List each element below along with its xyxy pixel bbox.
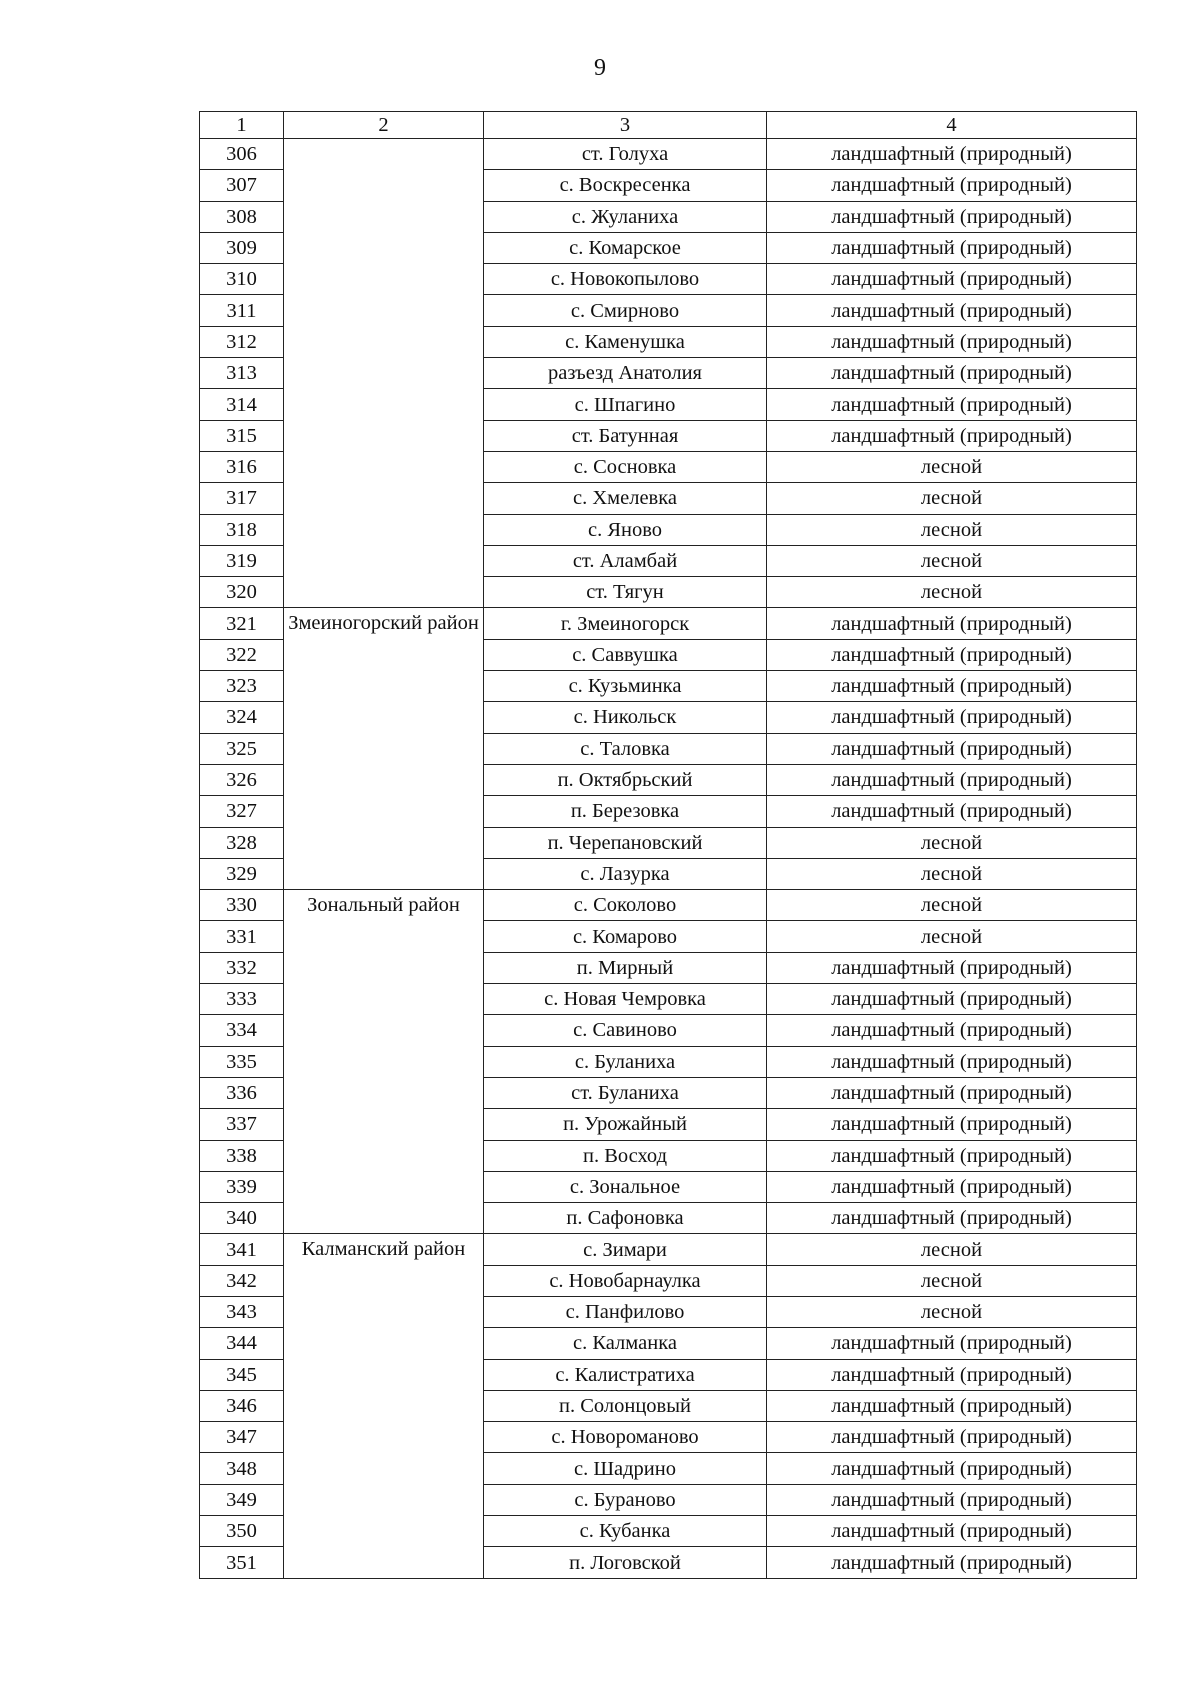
settlement-cell: п. Черепановский — [484, 827, 767, 858]
row-number-cell: 335 — [200, 1046, 284, 1077]
type-cell: ландшафтный (природный) — [767, 733, 1137, 764]
settlement-cell: ст. Батунная — [484, 420, 767, 451]
row-number-cell: 331 — [200, 921, 284, 952]
settlement-cell: ст. Буланиха — [484, 1077, 767, 1108]
row-number-cell: 339 — [200, 1171, 284, 1202]
settlement-cell: п. Октябрьский — [484, 764, 767, 795]
type-cell: ландшафтный (природный) — [767, 264, 1137, 295]
settlement-cell: с. Саввушка — [484, 639, 767, 670]
settlement-cell: с. Зональное — [484, 1171, 767, 1202]
row-number-cell: 346 — [200, 1390, 284, 1421]
type-cell: ландшафтный (природный) — [767, 1328, 1137, 1359]
row-number-cell: 333 — [200, 984, 284, 1015]
settlement-cell: п. Мирный — [484, 952, 767, 983]
type-cell: ландшафтный (природный) — [767, 1077, 1137, 1108]
settlement-cell: ст. Аламбай — [484, 545, 767, 576]
type-cell: лесной — [767, 827, 1137, 858]
type-cell: ландшафтный (природный) — [767, 1547, 1137, 1578]
type-cell: ландшафтный (природный) — [767, 1140, 1137, 1171]
settlement-cell: п. Урожайный — [484, 1109, 767, 1140]
type-cell: ландшафтный (природный) — [767, 702, 1137, 733]
settlement-cell: с. Кузьминка — [484, 671, 767, 702]
table-row — [200, 1234, 1137, 1265]
settlement-cell: с. Яново — [484, 514, 767, 545]
row-number-cell: 349 — [200, 1484, 284, 1515]
row-number-cell: 328 — [200, 827, 284, 858]
row-number-cell: 323 — [200, 671, 284, 702]
row-number-cell: 330 — [200, 890, 284, 921]
row-number-cell: 340 — [200, 1203, 284, 1234]
table-body — [200, 139, 1137, 1579]
type-cell: лесной — [767, 1265, 1137, 1296]
row-number-cell: 319 — [200, 545, 284, 576]
type-cell: лесной — [767, 577, 1137, 608]
type-cell: лесной — [767, 514, 1137, 545]
settlement-cell: п. Восход — [484, 1140, 767, 1171]
header-col-3: 3 — [484, 112, 767, 139]
district-cell: Зональный район — [284, 890, 484, 1234]
row-number-cell: 321 — [200, 608, 284, 639]
type-cell: ландшафтный (природный) — [767, 358, 1137, 389]
row-number-cell: 320 — [200, 577, 284, 608]
type-cell: ландшафтный (природный) — [767, 232, 1137, 263]
type-cell: ландшафтный (природный) — [767, 1046, 1137, 1077]
settlement-cell: с. Комарово — [484, 921, 767, 952]
row-number-cell: 345 — [200, 1359, 284, 1390]
type-cell: ландшафтный (природный) — [767, 420, 1137, 451]
type-cell: ландшафтный (природный) — [767, 295, 1137, 326]
row-number-cell: 314 — [200, 389, 284, 420]
header-col-2: 2 — [284, 112, 484, 139]
row-number-cell: 348 — [200, 1453, 284, 1484]
settlement-cell: г. Змеиногорск — [484, 608, 767, 639]
settlement-cell: с. Хмелевка — [484, 483, 767, 514]
type-cell: лесной — [767, 483, 1137, 514]
table-row — [200, 139, 1137, 170]
settlement-cell: с. Кубанка — [484, 1516, 767, 1547]
row-number-cell: 341 — [200, 1234, 284, 1265]
type-cell: лесной — [767, 451, 1137, 482]
row-number-cell: 317 — [200, 483, 284, 514]
header-col-1: 1 — [200, 112, 284, 139]
header-col-4: 4 — [767, 112, 1137, 139]
settlement-cell: п. Сафоновка — [484, 1203, 767, 1234]
settlement-cell: с. Никольск — [484, 702, 767, 733]
settlement-cell: с. Шпагино — [484, 389, 767, 420]
type-cell: лесной — [767, 1234, 1137, 1265]
table-header — [200, 112, 1137, 139]
type-cell: ландшафтный (природный) — [767, 639, 1137, 670]
settlement-cell: с. Новороманово — [484, 1422, 767, 1453]
row-number-cell: 325 — [200, 733, 284, 764]
type-cell: ландшафтный (природный) — [767, 1015, 1137, 1046]
row-number-cell: 316 — [200, 451, 284, 482]
district-cell: Калманский район — [284, 1234, 484, 1578]
settlement-cell: с. Каменушка — [484, 326, 767, 357]
settlement-cell: с. Новая Чемровка — [484, 984, 767, 1015]
type-cell: ландшафтный (природный) — [767, 952, 1137, 983]
row-number-cell: 338 — [200, 1140, 284, 1171]
row-number-cell: 309 — [200, 232, 284, 263]
row-number-cell: 347 — [200, 1422, 284, 1453]
settlement-cell: с. Панфилово — [484, 1296, 767, 1327]
type-cell: лесной — [767, 858, 1137, 889]
row-number-cell: 318 — [200, 514, 284, 545]
table-row — [200, 890, 1137, 921]
settlement-cell: с. Воскресенка — [484, 170, 767, 201]
type-cell: ландшафтный (природный) — [767, 389, 1137, 420]
row-number-cell: 344 — [200, 1328, 284, 1359]
settlement-cell: с. Шадрино — [484, 1453, 767, 1484]
settlement-cell: ст. Голуха — [484, 139, 767, 170]
row-number-cell: 337 — [200, 1109, 284, 1140]
type-cell: ландшафтный (природный) — [767, 671, 1137, 702]
settlement-cell: с. Жуланиха — [484, 201, 767, 232]
settlement-cell: с. Смирново — [484, 295, 767, 326]
type-cell: ландшафтный (природный) — [767, 170, 1137, 201]
row-number-cell: 332 — [200, 952, 284, 983]
settlement-cell: с. Комарское — [484, 232, 767, 263]
row-number-cell: 351 — [200, 1547, 284, 1578]
settlement-cell: п. Логовской — [484, 1547, 767, 1578]
settlement-cell: с. Соколово — [484, 890, 767, 921]
row-number-cell: 336 — [200, 1077, 284, 1108]
row-number-cell: 326 — [200, 764, 284, 795]
row-number-cell: 308 — [200, 201, 284, 232]
type-cell: ландшафтный (природный) — [767, 139, 1137, 170]
type-cell: ландшафтный (природный) — [767, 1453, 1137, 1484]
row-number-cell: 310 — [200, 264, 284, 295]
district-cell — [284, 139, 484, 608]
type-cell: лесной — [767, 1296, 1137, 1327]
type-cell: ландшафтный (природный) — [767, 1516, 1137, 1547]
settlement-cell: с. Таловка — [484, 733, 767, 764]
type-cell: ландшафтный (природный) — [767, 796, 1137, 827]
row-number-cell: 312 — [200, 326, 284, 357]
settlement-cell: с. Калистратиха — [484, 1359, 767, 1390]
row-number-cell: 350 — [200, 1516, 284, 1547]
type-cell: ландшафтный (природный) — [767, 1390, 1137, 1421]
settlement-cell: с. Сосновка — [484, 451, 767, 482]
row-number-cell: 322 — [200, 639, 284, 670]
settlement-cell: п. Березовка — [484, 796, 767, 827]
settlement-cell: с. Калманка — [484, 1328, 767, 1359]
settlement-cell: с. Зимари — [484, 1234, 767, 1265]
row-number-cell: 315 — [200, 420, 284, 451]
header-row — [200, 112, 1137, 139]
row-number-cell: 313 — [200, 358, 284, 389]
type-cell: ландшафтный (природный) — [767, 1422, 1137, 1453]
type-cell: ландшафтный (природный) — [767, 1109, 1137, 1140]
settlement-cell: с. Савиново — [484, 1015, 767, 1046]
type-cell: лесной — [767, 921, 1137, 952]
district-cell: Змеиногорский район — [284, 608, 484, 890]
settlement-cell: с. Новокопылово — [484, 264, 767, 295]
settlement-cell: ст. Тягун — [484, 577, 767, 608]
settlement-cell: с. Новобарнаулка — [484, 1265, 767, 1296]
type-cell: лесной — [767, 890, 1137, 921]
type-cell: ландшафтный (природный) — [767, 1484, 1137, 1515]
row-number-cell: 327 — [200, 796, 284, 827]
row-number-cell: 324 — [200, 702, 284, 733]
type-cell: ландшафтный (природный) — [767, 201, 1137, 232]
type-cell: ландшафтный (природный) — [767, 764, 1137, 795]
row-number-cell: 307 — [200, 170, 284, 201]
type-cell: лесной — [767, 545, 1137, 576]
settlements-table — [199, 111, 1137, 1579]
page-number: 9 — [594, 55, 606, 81]
row-number-cell: 311 — [200, 295, 284, 326]
settlement-cell: с. Буланиха — [484, 1046, 767, 1077]
table-row — [200, 608, 1137, 639]
type-cell: ландшафтный (природный) — [767, 984, 1137, 1015]
type-cell: ландшафтный (природный) — [767, 326, 1137, 357]
row-number-cell: 343 — [200, 1296, 284, 1327]
type-cell: ландшафтный (природный) — [767, 1171, 1137, 1202]
settlement-cell: п. Солонцовый — [484, 1390, 767, 1421]
row-number-cell: 334 — [200, 1015, 284, 1046]
settlement-cell: разъезд Анатолия — [484, 358, 767, 389]
row-number-cell: 329 — [200, 858, 284, 889]
row-number-cell: 342 — [200, 1265, 284, 1296]
settlement-cell: с. Лазурка — [484, 858, 767, 889]
settlement-cell: с. Бураново — [484, 1484, 767, 1515]
type-cell: ландшафтный (природный) — [767, 1359, 1137, 1390]
type-cell: ландшафтный (природный) — [767, 608, 1137, 639]
row-number-cell: 306 — [200, 139, 284, 170]
type-cell: ландшафтный (природный) — [767, 1203, 1137, 1234]
